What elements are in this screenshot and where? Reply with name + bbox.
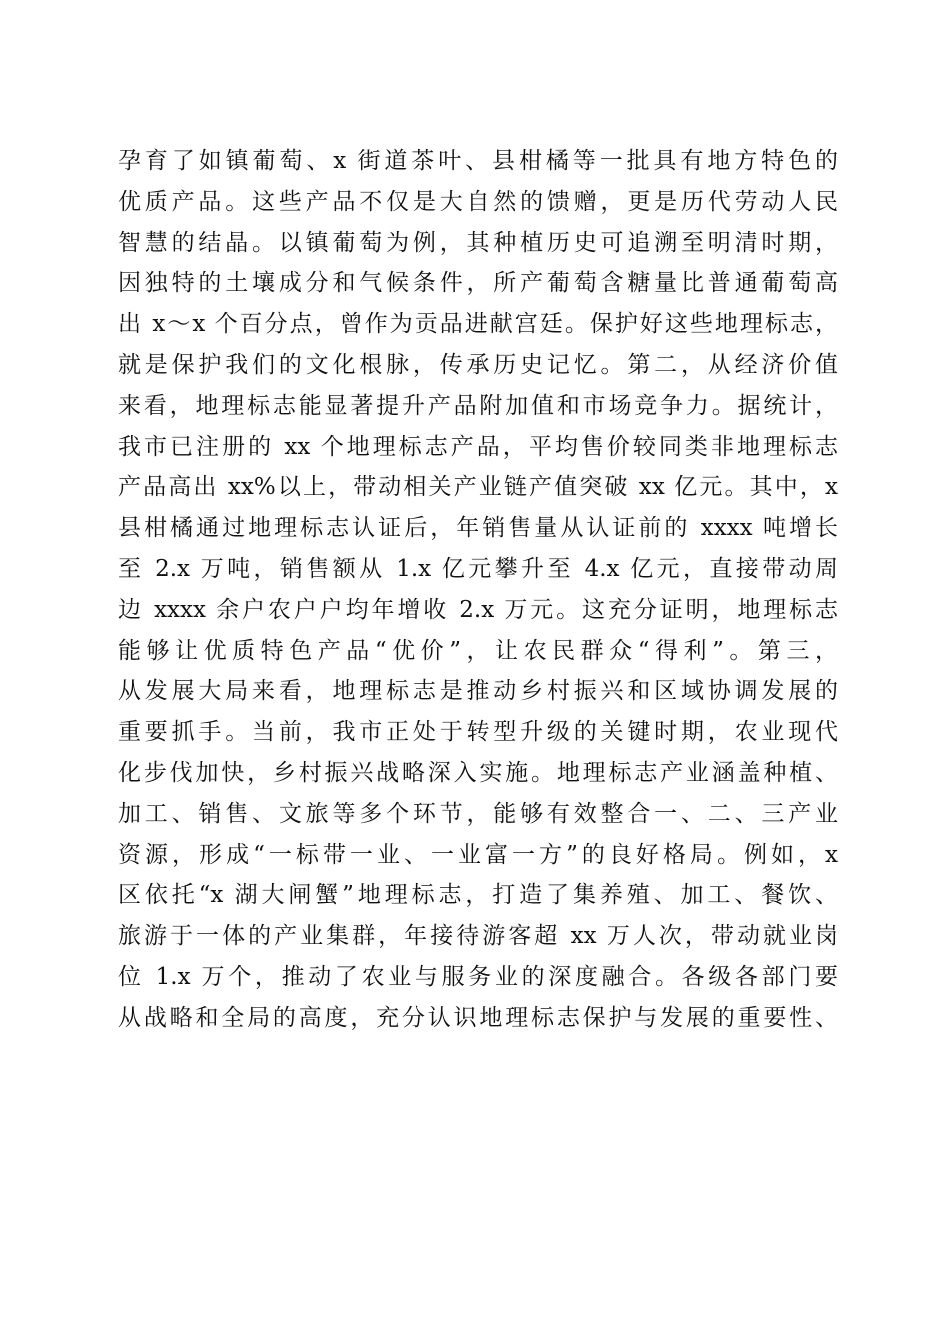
text-line: 能够让优质特色产品“优价”，让农民群众“得利”。第三， xyxy=(118,637,838,664)
body-text xyxy=(118,141,838,1039)
text-line: 从发展大局来看，地理标志是推动乡村振兴和区域协调发展的 xyxy=(118,678,838,705)
text-line: 位 1.x 万个，推动了农业与服务业的深度融合。各级各部门要 xyxy=(118,963,838,990)
text-line: 我市已注册的 xx 个地理标志产品，平均售价较同类非地理标志 xyxy=(118,433,838,460)
text-line: 智慧的结晶。以镇葡萄为例，其种植历史可追溯至明清时期， xyxy=(118,229,838,256)
text-line: 化步伐加快，乡村振兴战略深入实施。地理标志产业涵盖种植、 xyxy=(118,759,838,786)
text-line: 加工、销售、文旅等多个环节，能够有效整合一、二、三产业 xyxy=(118,800,838,827)
text-line: 因独特的土壤成分和气候条件，所产葡萄含糖量比普通葡萄高 xyxy=(118,270,838,297)
text-line: 优质产品。这些产品不仅是大自然的馈赠，更是历代劳动人民 xyxy=(118,188,838,215)
text-line: 旅游于一体的产业集群，年接待游客超 xx 万人次，带动就业岗 xyxy=(118,923,838,950)
text-line: 至 2.x 万吨，销售额从 1.x 亿元攀升至 4.x 亿元，直接带动周 xyxy=(118,555,838,582)
text-line: 来看，地理标志能显著提升产品附加值和市场竞争力。据统计， xyxy=(118,392,838,419)
text-line: 县柑橘通过地理标志认证后，年销售量从认证前的 xxxx 吨增长 xyxy=(118,515,838,542)
text-line: 区依托“x 湖大闸蟹”地理标志，打造了集养殖、加工、餐饮、 xyxy=(118,882,838,909)
text-line: 重要抓手。当前，我市正处于转型升级的关键时期，农业现代 xyxy=(118,719,838,746)
text-line: 产品高出 xx%以上，带动相关产业链产值突破 xx 亿元。其中，x xyxy=(118,474,838,501)
text-line: 边 xxxx 余户农户户均年增收 2.x 万元。这充分证明，地理标志 xyxy=(118,596,838,623)
text-line: 孕育了如镇葡萄、x 街道茶叶、县柑橘等一批具有地方特色的 xyxy=(118,148,838,174)
text-line: 资源，形成“一标带一业、一业富一方”的良好格局。例如，x xyxy=(118,841,838,868)
text-line: 从战略和全局的高度，充分认识地理标志保护与发展的重要性、 xyxy=(118,1004,838,1031)
text-line: 就是保护我们的文化根脉，传承历史记忆。第二，从经济价值 xyxy=(118,351,838,378)
text-line: 出 x～x 个百分点，曾作为贡品进献宫廷。保护好这些地理标志， xyxy=(118,311,838,338)
